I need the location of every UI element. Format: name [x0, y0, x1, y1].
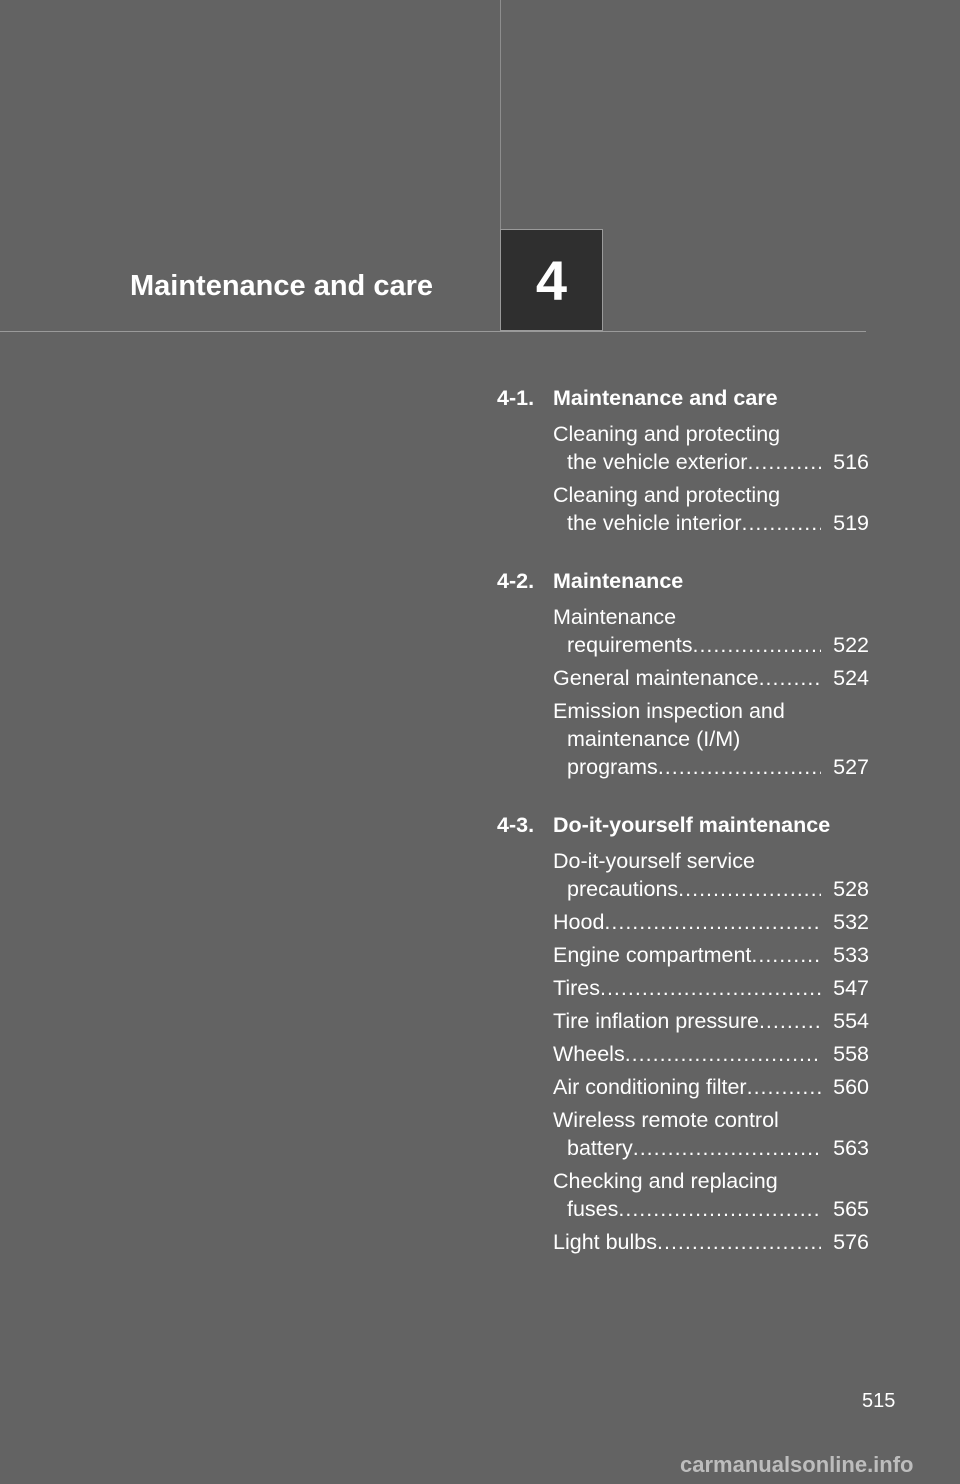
page-number: 515	[862, 1390, 896, 1412]
toc-entry-line	[553, 603, 869, 631]
toc-entry-line-with-page	[553, 631, 869, 659]
toc-page-number: 519	[833, 511, 869, 535]
toc-page-number: 554	[833, 1009, 869, 1033]
dot-leader	[741, 509, 821, 537]
toc-entry-line	[553, 697, 869, 725]
chapter-number-tab	[500, 229, 603, 331]
dot-leader	[747, 448, 821, 476]
toc-page-number: 532	[833, 910, 869, 934]
toc-entry-line-with-page	[553, 974, 869, 1002]
toc-entry-line-with-page	[553, 941, 869, 969]
toc-entry-text: Hood	[553, 910, 605, 934]
toc-page-number: 565	[833, 1197, 869, 1221]
chapter-rule	[0, 331, 866, 332]
chapter-number: 4	[535, 248, 568, 312]
chapter-divider-vertical	[500, 0, 501, 232]
toc-entry[interactable]	[553, 697, 869, 781]
toc-section	[497, 384, 869, 537]
toc-entry[interactable]	[553, 1106, 869, 1162]
toc-page-number: 560	[833, 1075, 869, 1099]
toc-entry[interactable]	[553, 974, 869, 1002]
section-heading	[497, 811, 869, 839]
toc-entry-line-with-page	[553, 1195, 869, 1223]
toc-entry-text: Tires	[553, 976, 600, 1000]
toc-entry-text: Wheels	[553, 1042, 625, 1066]
toc-entry-text: Checking and replacing	[553, 1169, 778, 1193]
dot-leader	[678, 875, 821, 903]
toc-entry-text: Do-it-yourself service	[553, 849, 755, 873]
dot-leader	[600, 974, 821, 1002]
toc-entry-line	[553, 1106, 869, 1134]
toc-entry-line-with-page	[553, 509, 869, 537]
toc-entry-text: programs	[567, 755, 658, 779]
section-title: Maintenance	[553, 569, 684, 593]
toc-entry-line-with-page	[553, 1228, 869, 1256]
toc-entry-text: Cleaning and protecting	[553, 483, 781, 507]
section-title: Do-it-yourself maintenance	[553, 813, 831, 837]
toc-entry[interactable]	[553, 1228, 869, 1256]
section-number: 4-1.	[497, 386, 535, 410]
toc-entry-text: Air conditioning filter	[553, 1075, 747, 1099]
toc-page-number: 547	[833, 976, 869, 1000]
dot-leader	[604, 908, 821, 936]
toc-page-number: 558	[833, 1042, 869, 1066]
toc-entry-text: the vehicle interior	[567, 511, 742, 535]
toc-entry-line	[553, 1167, 869, 1195]
toc-entry[interactable]	[553, 664, 869, 692]
toc-entry[interactable]	[553, 847, 869, 903]
toc-entry-line	[553, 481, 869, 509]
toc-entry-line-with-page	[553, 875, 869, 903]
table-of-contents	[497, 384, 869, 1286]
toc-entry-line-with-page	[553, 448, 869, 476]
toc-entry-line	[553, 725, 869, 753]
toc-entry-text: Tire inflation pressure	[553, 1009, 759, 1033]
watermark: carmanualsonline.info	[680, 1452, 914, 1477]
chapter-title: Maintenance and care	[130, 270, 433, 302]
toc-entry[interactable]	[553, 603, 869, 659]
dot-leader	[751, 941, 821, 969]
dot-leader	[633, 1134, 821, 1162]
toc-entry-text: Maintenance	[553, 605, 677, 629]
toc-entry-text: Wireless remote control	[553, 1108, 779, 1132]
dot-leader	[747, 1073, 821, 1101]
toc-entry-text: Emission inspection and	[553, 699, 785, 723]
toc-page-number: 524	[833, 666, 869, 690]
toc-entry-line	[553, 420, 869, 448]
dot-leader	[657, 1228, 821, 1256]
toc-entry[interactable]	[553, 908, 869, 936]
toc-entry[interactable]	[553, 481, 869, 537]
toc-entry-text: maintenance (I/M)	[567, 727, 741, 751]
toc-entry-text: precautions	[567, 877, 679, 901]
toc-entry[interactable]	[553, 1073, 869, 1101]
dot-leader	[759, 664, 821, 692]
toc-page-number: 528	[833, 877, 869, 901]
toc-entry[interactable]	[553, 1007, 869, 1035]
toc-entry-line	[553, 847, 869, 875]
section-heading	[497, 384, 869, 412]
dot-leader	[625, 1040, 821, 1068]
toc-section	[497, 567, 869, 781]
toc-entry-line-with-page	[553, 1073, 869, 1101]
toc-entry-line-with-page	[553, 1007, 869, 1035]
toc-entry-line-with-page	[553, 753, 869, 781]
toc-entry-text: Light bulbs	[553, 1230, 657, 1254]
section-number: 4-3.	[497, 813, 535, 837]
toc-page-number: 576	[833, 1230, 869, 1254]
toc-entry[interactable]	[553, 1167, 869, 1223]
toc-page-number: 522	[833, 633, 869, 657]
toc-section	[497, 811, 869, 1256]
toc-entry[interactable]	[553, 941, 869, 969]
section-title: Maintenance and care	[553, 386, 778, 410]
toc-entry-text: Engine compartment	[553, 943, 752, 967]
toc-entry-text: the vehicle exterior	[567, 450, 748, 474]
dot-leader	[759, 1007, 821, 1035]
toc-entry-text: fuses	[567, 1197, 619, 1221]
toc-entry-line-with-page	[553, 908, 869, 936]
toc-entry-text: General maintenance	[553, 666, 759, 690]
toc-entry[interactable]	[553, 1040, 869, 1068]
toc-entry-line-with-page	[553, 1040, 869, 1068]
dot-leader	[692, 631, 821, 659]
dot-leader	[658, 753, 821, 781]
toc-page-number: 516	[833, 450, 869, 474]
toc-entry-text: battery	[567, 1136, 633, 1160]
toc-entry[interactable]	[553, 420, 869, 476]
section-number: 4-2.	[497, 569, 535, 593]
toc-page-number: 527	[833, 755, 869, 779]
toc-page-number: 563	[833, 1136, 869, 1160]
toc-entry-text: requirements	[567, 633, 693, 657]
section-heading	[497, 567, 869, 595]
toc-entry-line-with-page	[553, 1134, 869, 1162]
dot-leader	[618, 1195, 821, 1223]
toc-entry-text: Cleaning and protecting	[553, 422, 781, 446]
toc-page-number: 533	[833, 943, 869, 967]
toc-entry-line-with-page	[553, 664, 869, 692]
